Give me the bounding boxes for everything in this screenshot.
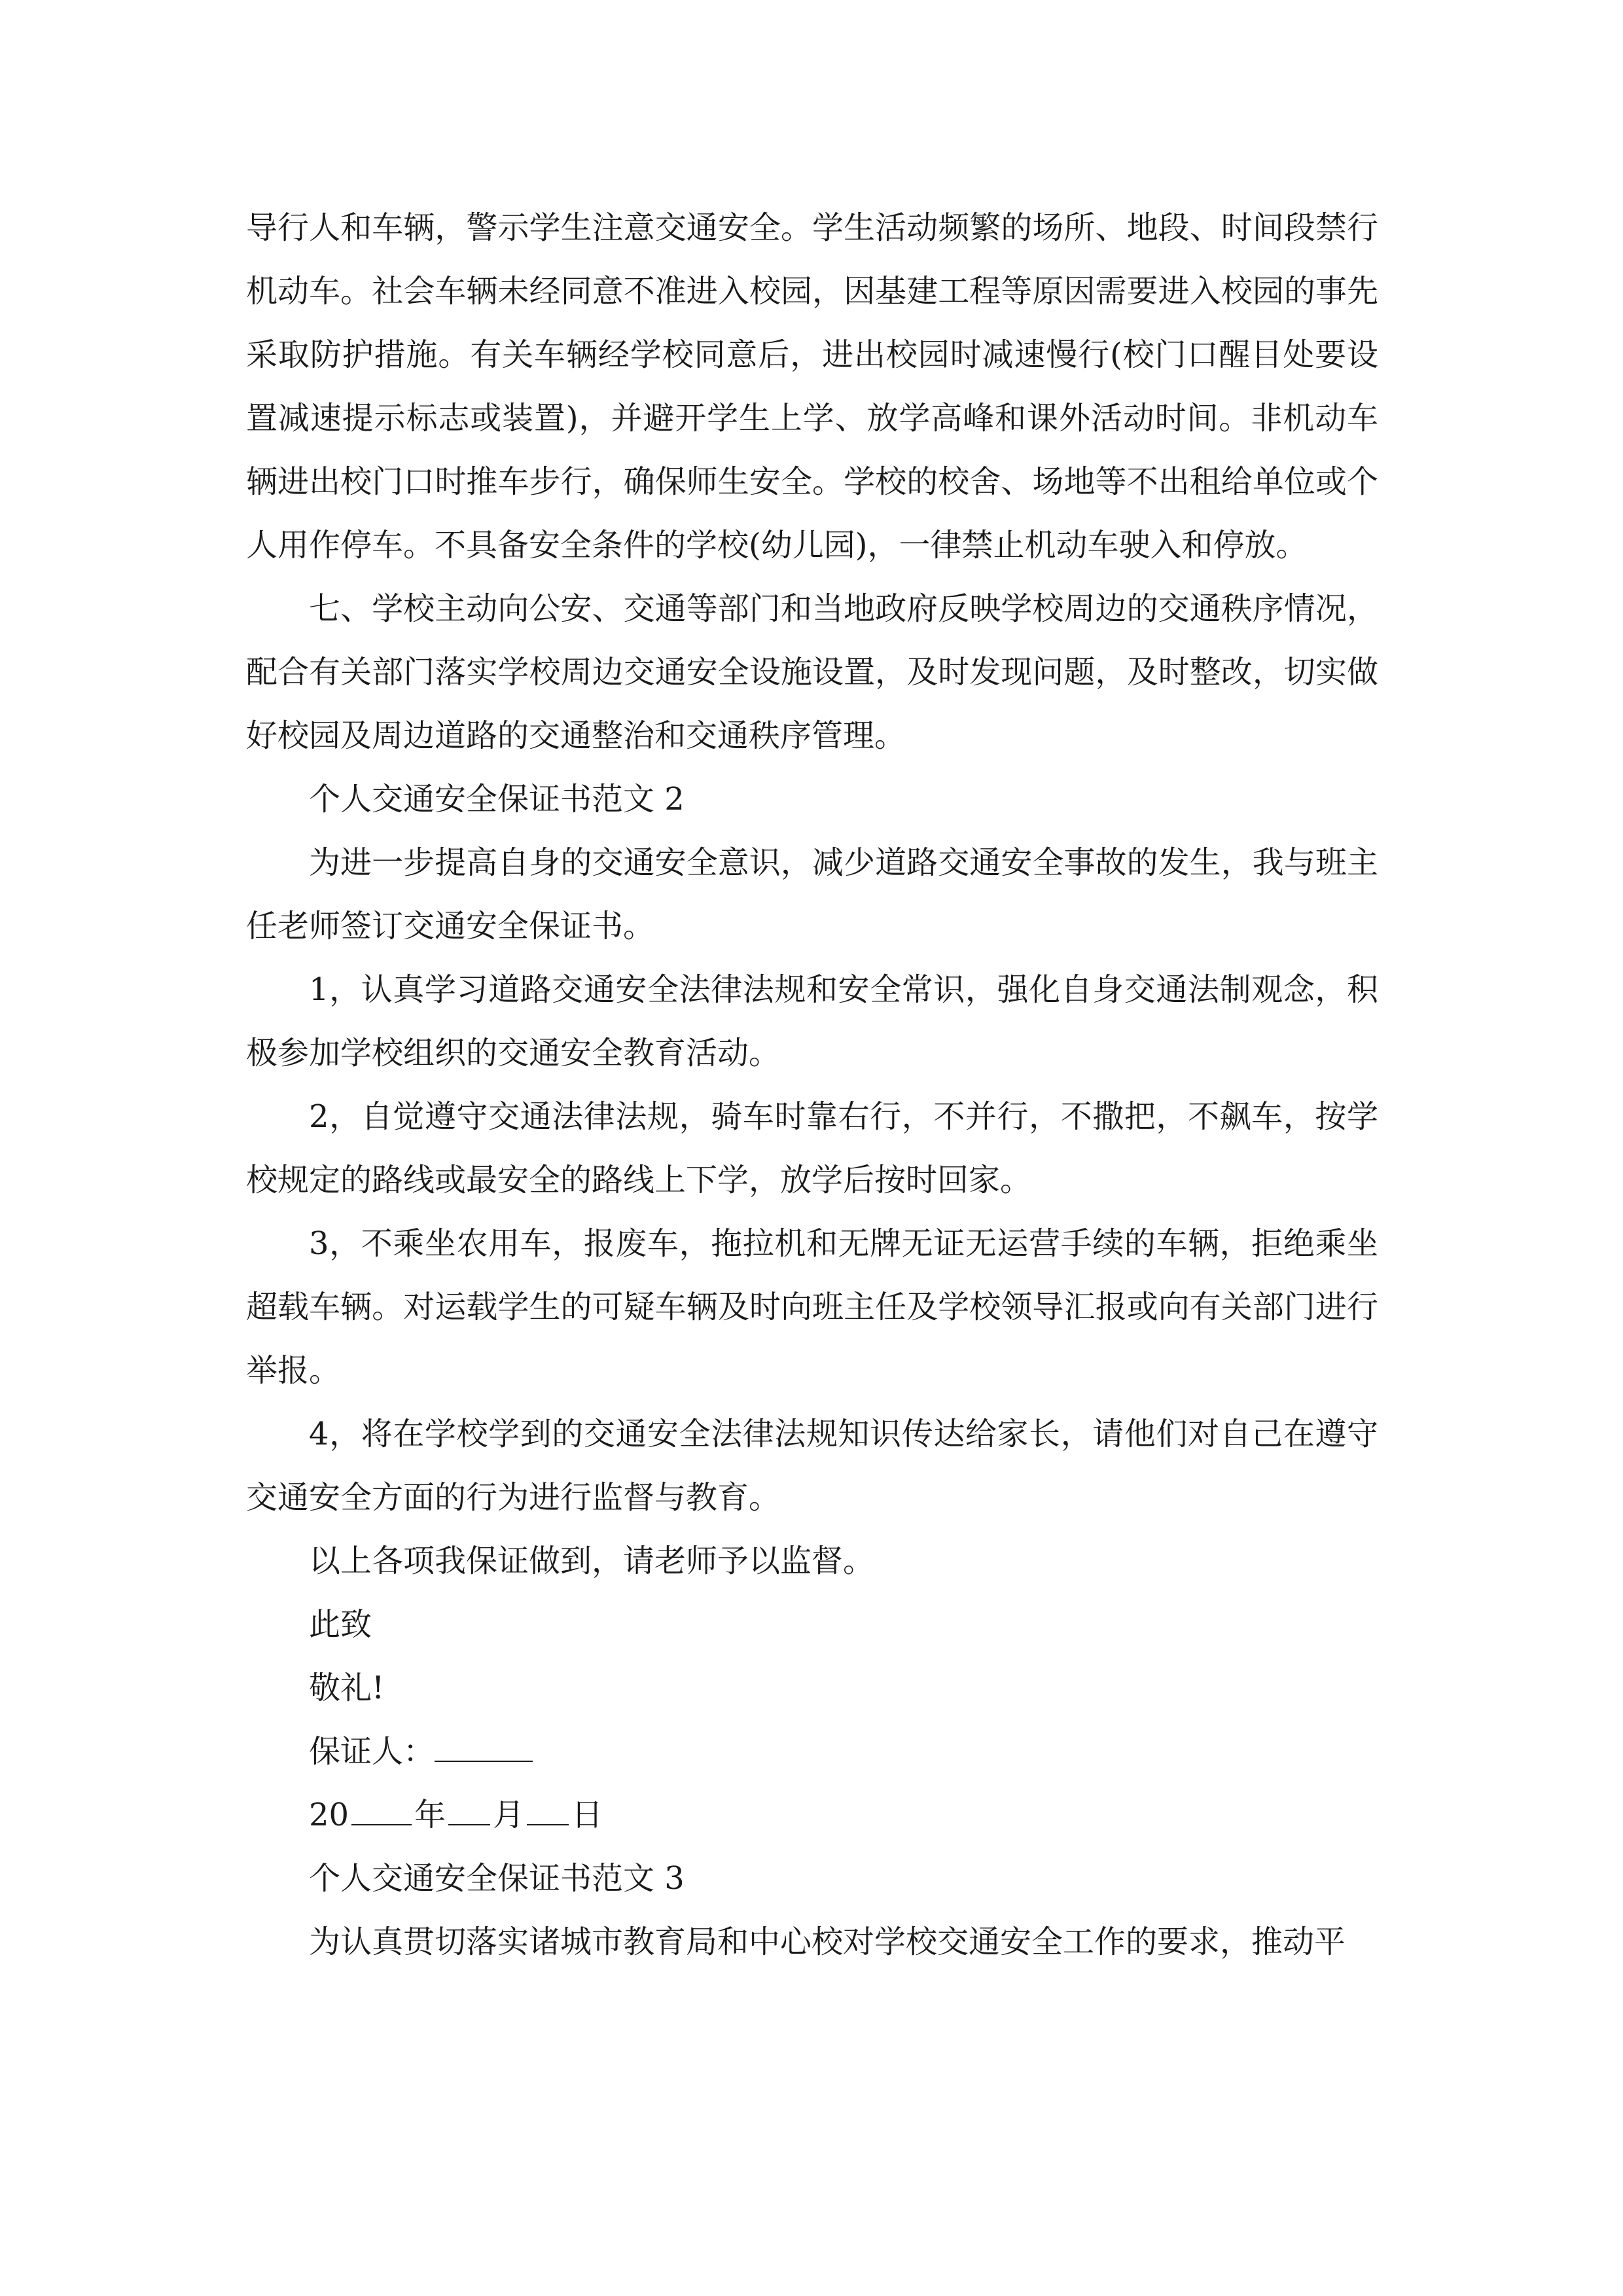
- paragraph-point-1: 1，认真学习道路交通安全法律法规和安全常识，强化自身交通法制观念，积极参加学校组织的交通安全教育活动。: [246, 971, 1378, 1071]
- paragraph-intro-2: 为进一步提高自身的交通安全意识，减少道路交通安全事故的发生，我与班主任老师签订交通安全保证书。: [246, 844, 1378, 944]
- signature-line: [246, 1720, 1378, 1784]
- closing-salutation: 此致: [309, 1606, 372, 1643]
- paragraph-point-2: 2，自觉遵守交通法律法规，骑车时靠右行，不并行，不撒把，不飙车，按学校规定的路线或最安全的路线上下学，放学后按时回家。: [246, 1098, 1378, 1198]
- paragraph-point-4: 4，将在学校学到的交通安全法律法规知识传达给家长，请他们对自己在遵守交通安全方面的行为进行监督与教育。: [246, 1416, 1378, 1516]
- date-prefix: 20: [309, 1797, 349, 1833]
- date-month-label: 月: [493, 1797, 525, 1833]
- section-heading-3: 个人交通安全保证书范文 3: [309, 1860, 685, 1897]
- paragraph-intro-3: 为认真贯切落实诸城市教育局和中心校对学校交通安全工作的要求，推动平: [309, 1924, 1346, 1960]
- year-blank: [351, 1798, 412, 1825]
- date-year-label: 年: [414, 1797, 446, 1833]
- signature-blank: [435, 1734, 533, 1762]
- paragraph-guarantee: 以上各项我保证做到，请老师予以监督。: [309, 1543, 875, 1579]
- closing-regards: 敬礼!: [309, 1670, 385, 1706]
- day-blank: [527, 1798, 569, 1825]
- month-blank: [448, 1798, 490, 1825]
- document-body: [246, 196, 1378, 1974]
- paragraph-item-seven: 七、学校主动向公安、交通等部门和当地政府反映学校周边的交通秩序情况，配合有关部门落实学校周边交通安全设施设置，及时发现问题，及时整改，切实做好校园及周边道路的交通整治和交通秩序管理。: [246, 590, 1378, 754]
- paragraph-traffic-control: 导行人和车辆，警示学生注意交通安全。学生活动频繁的场所、地段、时间段禁行机动车。社会车辆未经同意不准进入校园，因基建工程等原因需要进入校园的事先采取防护措施。有关车辆经学校同意后，进出校园时减速慢行(校门口醒目处要设置减速提示标志或装置)，并避开学生上学、放学高峰和课外活动时间。非机动车辆进出校门口时推车步行，确保师生安全。学校的校舍、场地等不出租给单位或个人用作停车。不具备安全条件的学校(幼儿园)，一律禁止机动车驶入和停放。: [246, 209, 1378, 564]
- paragraph-point-3: 3，不乘坐农用车，报废车，拖拉机和无牌无证无运营手续的车辆，拒绝乘坐超载车辆。对运载学生的可疑车辆及时向班主任及学校领导汇报或向有关部门进行举报。: [246, 1225, 1378, 1389]
- date-line: [246, 1784, 1378, 1847]
- signature-label: 保证人：: [309, 1733, 435, 1770]
- date-day-label: 日: [571, 1797, 603, 1833]
- section-heading-2: 个人交通安全保证书范文 2: [309, 781, 685, 817]
